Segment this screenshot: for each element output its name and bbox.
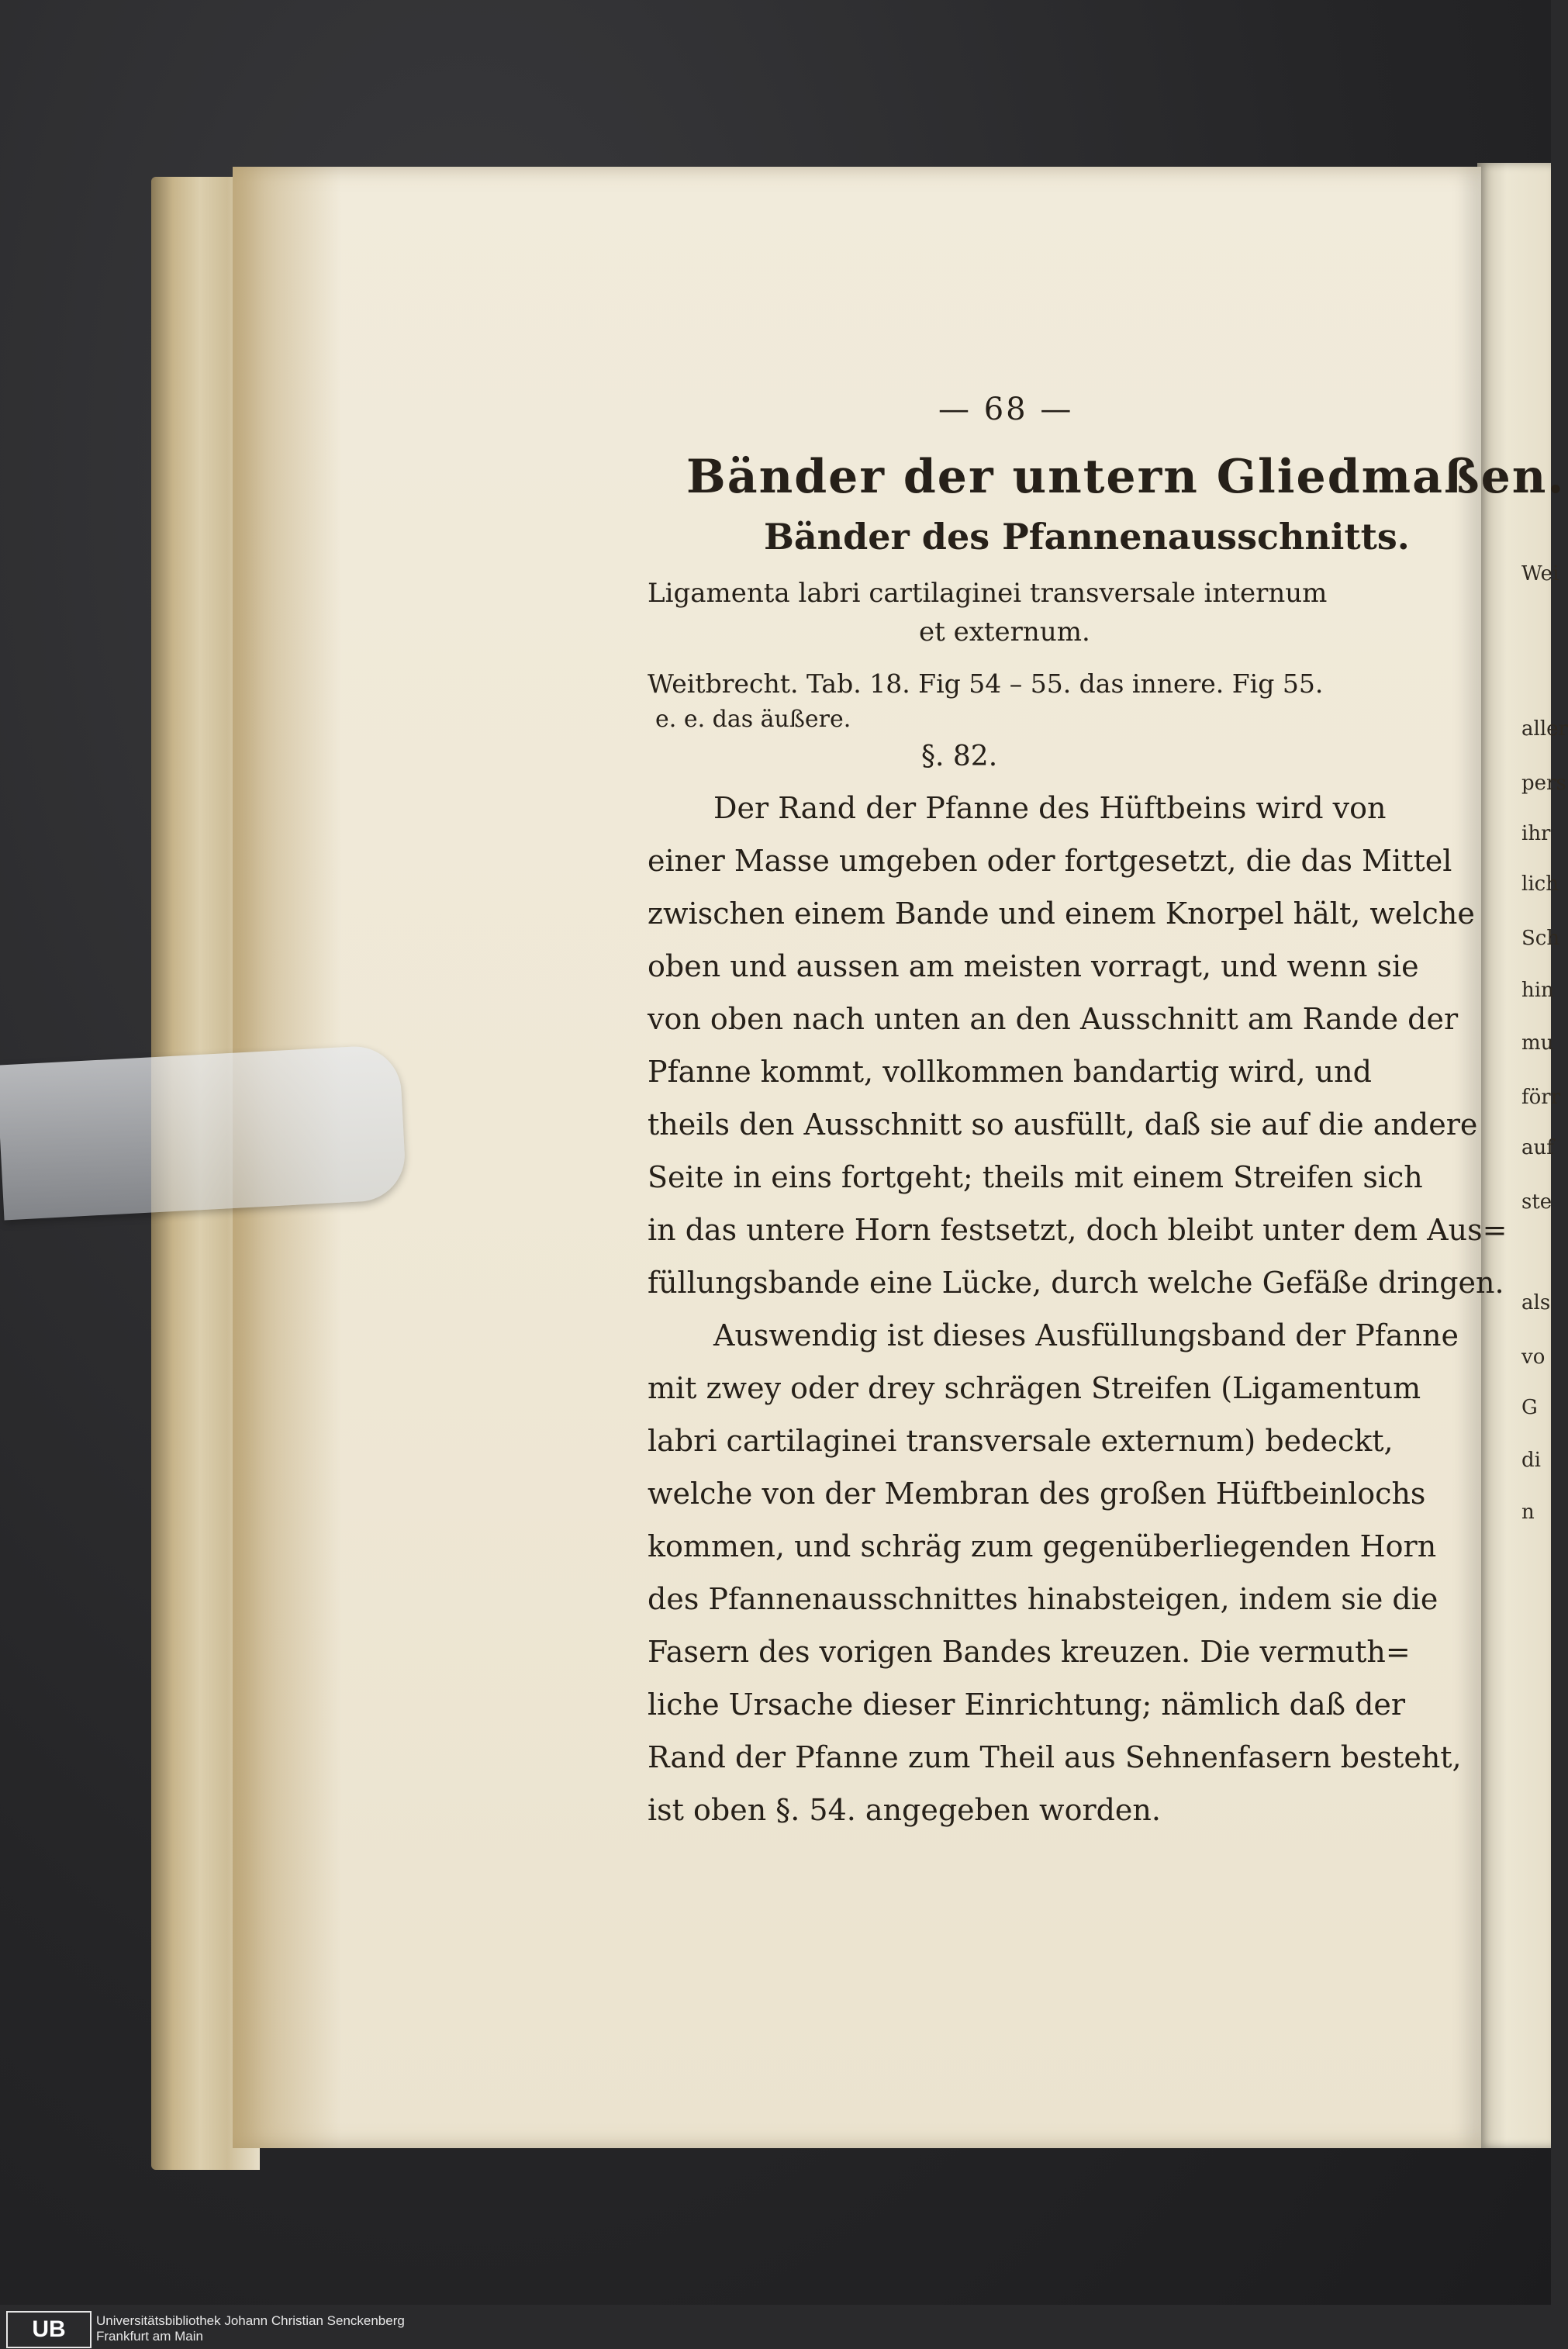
body-line: liche Ursache dieser Einrichtung; nämlich daß der <box>648 1687 1406 1722</box>
body-line: füllungsbande eine Lücke, durch welche Gefäße dringen. <box>648 1266 1504 1300</box>
section-number: §. 82. <box>921 741 998 772</box>
body-line: einer Masse umgeben oder fortgesetzt, die das Mittel <box>648 844 1452 878</box>
facing-page-fragment: lich <box>1521 872 1559 896</box>
facing-page-fragment: Sch <box>1521 927 1560 950</box>
facing-page-fragment: mu <box>1521 1031 1554 1055</box>
facing-page-fragment: G <box>1521 1396 1538 1419</box>
plastic-page-holder <box>0 1045 407 1221</box>
page-title: Bänder der untern Gliedmaßen. <box>686 450 1566 504</box>
body-line: Pfanne kommt, vollkommen bandartig wird, und <box>648 1055 1372 1089</box>
body-line: welche von der Membran des großen Hüftbeinlochs <box>648 1477 1426 1511</box>
body-line: theils den Ausschnitt so ausfüllt, daß sie auf die andere <box>648 1107 1478 1142</box>
body-line: zwischen einem Bande und einem Knorpel hält, welche <box>648 896 1475 931</box>
facing-page-fragment: n <box>1521 1501 1535 1524</box>
library-name: Universitätsbibliothek Johann Christian Senckenberg <box>96 2313 405 2328</box>
body-line: kommen, und schräg zum gegenüberliegenden Horn <box>648 1529 1437 1563</box>
facing-page-fragment: ihr <box>1521 822 1551 845</box>
body-line: in das untere Horn festsetzt, doch bleibt unter dem Aus= <box>648 1213 1508 1247</box>
facing-page-fragment: ste <box>1521 1190 1552 1214</box>
reference-line-2: e. e. das äußere. <box>655 706 851 733</box>
body-line: oben und aussen am meisten vorragt, und wenn sie <box>648 949 1419 983</box>
facing-page-fragment: Wei <box>1521 562 1559 586</box>
facing-page-fragment: pers <box>1521 772 1566 795</box>
body-line: Rand der Pfanne zum Theil aus Sehnenfasern besteht, <box>648 1740 1462 1774</box>
facing-page-fragment: als <box>1521 1291 1551 1314</box>
body-line: labri cartilaginei transversale externum) bedeckt, <box>648 1424 1394 1458</box>
facing-page-fragment: di <box>1521 1449 1541 1472</box>
body-line: des Pfannenausschnittes hinabsteigen, indem sie die <box>648 1582 1438 1616</box>
body-line: von oben nach unten an den Ausschnitt am Rande der <box>648 1002 1459 1036</box>
body-line: Seite in eins fortgeht; theils mit einem Streifen sich <box>648 1160 1423 1194</box>
facing-page-fragment: aller <box>1521 717 1568 741</box>
body-line: Fasern des vorigen Bandes kreuzen. Die vermuth= <box>648 1635 1411 1669</box>
library-location: Frankfurt am Main <box>96 2329 203 2344</box>
section-subtitle: Bänder des Pfannenausschnitts. <box>764 516 1410 558</box>
facing-page-fragment: hin <box>1521 979 1554 1002</box>
reference-line-1: Weitbrecht. Tab. 18. Fig 54 – 55. das innere. Fig 55. <box>648 668 1324 699</box>
body-line: Der Rand der Pfanne des Hüftbeins wird von <box>713 791 1387 825</box>
latin-heading-line-1: Ligamenta labri cartilaginei transversale internum <box>648 578 1328 609</box>
facing-page-fragment: auf <box>1521 1136 1554 1159</box>
latin-heading-line-2: et externum. <box>919 617 1090 648</box>
body-line: mit zwey oder drey schrägen Streifen (Ligamentum <box>648 1371 1421 1405</box>
body-line: ist oben §. 54. angegeben worden. <box>648 1793 1161 1827</box>
body-line: Auswendig ist dieses Ausfüllungsband der Pfanne <box>713 1318 1459 1352</box>
page-number: — 68 — <box>938 392 1074 427</box>
library-logo: UB <box>6 2311 92 2348</box>
facing-page-fragment: förr <box>1521 1086 1561 1109</box>
facing-page-fragment: vo <box>1521 1345 1546 1369</box>
